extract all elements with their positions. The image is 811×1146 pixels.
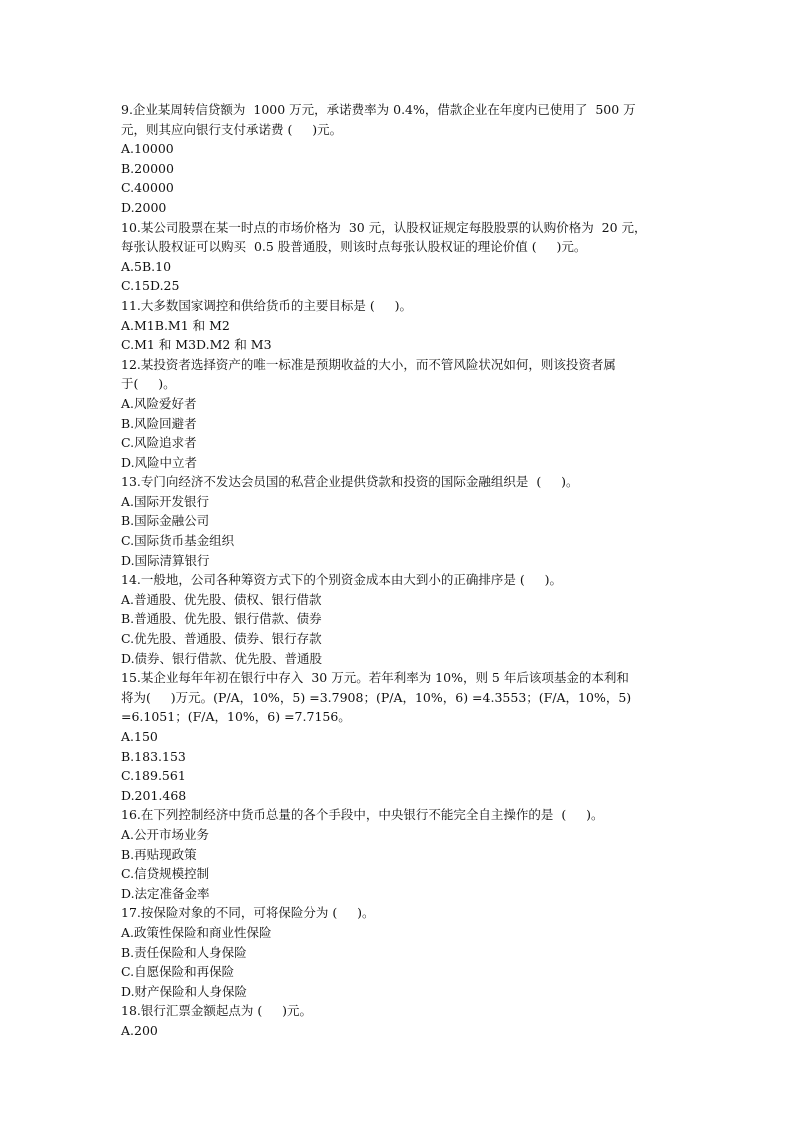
question-stem-line: 将为( )万元。(P/A，10%，5) =3.7908；(P/A，10%，6) =4.3553；(F/A，10%，5) bbox=[121, 689, 632, 705]
answer-option: C.自愿保险和再保险 bbox=[121, 964, 235, 980]
answer-option: B.责任保险和人身保险 bbox=[121, 944, 247, 960]
answer-option: A.国际开发银行 bbox=[121, 493, 210, 509]
question-stem-line: 9.企业某周转信贷额为 1000 万元，承诺费率为 0.4%，借款企业在年度内已使用了 500 万 bbox=[121, 102, 636, 117]
question-block bbox=[121, 570, 701, 668]
question-stem-line: 10.某公司股票在某一时点的市场价格为 30 元，认股权证规定每股股票的认购价格为 20 元， bbox=[121, 219, 647, 235]
answer-option: D.201.468 bbox=[121, 787, 187, 803]
question-stem-line: 于( )。 bbox=[121, 376, 176, 392]
answer-option: A.政策性保险和商业性保险 bbox=[121, 924, 272, 940]
answer-option: C.15D.25 bbox=[121, 278, 180, 294]
answer-option: A.200 bbox=[121, 1022, 158, 1038]
question-block bbox=[121, 100, 701, 218]
answer-option: B.普通股、优先股、银行借款、债券 bbox=[121, 611, 322, 627]
question-block bbox=[121, 1001, 701, 1040]
question-stem-line: 15.某企业每年年初在银行中存入 30 万元。若年利率为 10%，则 5 年后该项基金的本利和 bbox=[121, 670, 629, 686]
question-block bbox=[121, 805, 701, 903]
question-block bbox=[121, 218, 701, 296]
question-list bbox=[121, 100, 701, 1041]
answer-option: D.债券、银行借款、优先股、普通股 bbox=[121, 650, 323, 666]
question-stem-line: 11.大多数国家调控和供给货币的主要目标是 ( )。 bbox=[121, 297, 412, 313]
question-stem-line: 17.按保险对象的不同，可将保险分为 ( )。 bbox=[121, 905, 375, 921]
question-stem-line: 13.专门向经济不发达会员国的私营企业提供贷款和投资的国际金融组织是 ( )。 bbox=[121, 474, 579, 490]
answer-option: B.再贴现政策 bbox=[121, 846, 197, 862]
answer-option: A.5B.10 bbox=[121, 258, 172, 274]
answer-option: B.20000 bbox=[121, 160, 174, 176]
question-block bbox=[121, 668, 701, 805]
answer-option: D.法定准备金率 bbox=[121, 885, 210, 901]
question-stem-line: 每张认股权证可以购买 0.5 股普通股，则该时点每张认股权证的理论价值 ( )元。 bbox=[121, 239, 587, 255]
question-stem-line: 18.银行汇票金额起点为 ( )元。 bbox=[121, 1003, 312, 1019]
answer-option: C.风险追求者 bbox=[121, 435, 197, 451]
question-block bbox=[121, 296, 701, 355]
answer-option: C.189.561 bbox=[121, 768, 186, 784]
answer-option: C.国际货币基金组织 bbox=[121, 533, 235, 549]
question-stem-line: 元，则其应向银行支付承诺费 ( )元。 bbox=[121, 121, 343, 137]
answer-option: B.风险回避者 bbox=[121, 415, 197, 431]
question-stem-line: 14.一般地，公司各种筹资方式下的个别资金成本由大到小的正确排序是 ( )。 bbox=[121, 572, 562, 588]
question-stem-line: =6.1051；(F/A，10%，6) =7.7156。 bbox=[121, 709, 351, 725]
answer-option: A.10000 bbox=[121, 141, 174, 157]
question-block bbox=[121, 472, 701, 570]
answer-option: B.国际金融公司 bbox=[121, 513, 210, 529]
question-stem-line: 12.某投资者选择资产的唯一标准是预期收益的大小，而不管风险状况如何，则该投资者属 bbox=[121, 356, 616, 372]
question-block bbox=[121, 355, 701, 473]
answer-option: C.M1 和 M3D.M2 和 M3 bbox=[121, 337, 272, 353]
answer-option: C.优先股、普通股、债券、银行存款 bbox=[121, 631, 322, 647]
answer-option: C.信贷规模控制 bbox=[121, 866, 210, 882]
answer-option: D.风险中立者 bbox=[121, 454, 198, 470]
answer-option: D.国际清算银行 bbox=[121, 552, 210, 568]
answer-option: A.M1B.M1 和 M2 bbox=[121, 317, 230, 333]
answer-option: B.183.153 bbox=[121, 748, 186, 764]
answer-option: C.40000 bbox=[121, 180, 174, 196]
answer-option: A.风险爱好者 bbox=[121, 395, 197, 411]
answer-option: A.150 bbox=[121, 729, 158, 744]
answer-option: D.2000 bbox=[121, 199, 167, 215]
question-stem-line: 16.在下列控制经济中货币总量的各个手段中，中央银行不能完全自主操作的是 ( )。 bbox=[121, 807, 604, 823]
answer-option: A.普通股、优先股、债权、银行借款 bbox=[121, 591, 322, 607]
answer-option: D.财产保险和人身保险 bbox=[121, 983, 248, 999]
answer-option: A.公开市场业务 bbox=[121, 826, 210, 842]
question-block bbox=[121, 903, 701, 1001]
